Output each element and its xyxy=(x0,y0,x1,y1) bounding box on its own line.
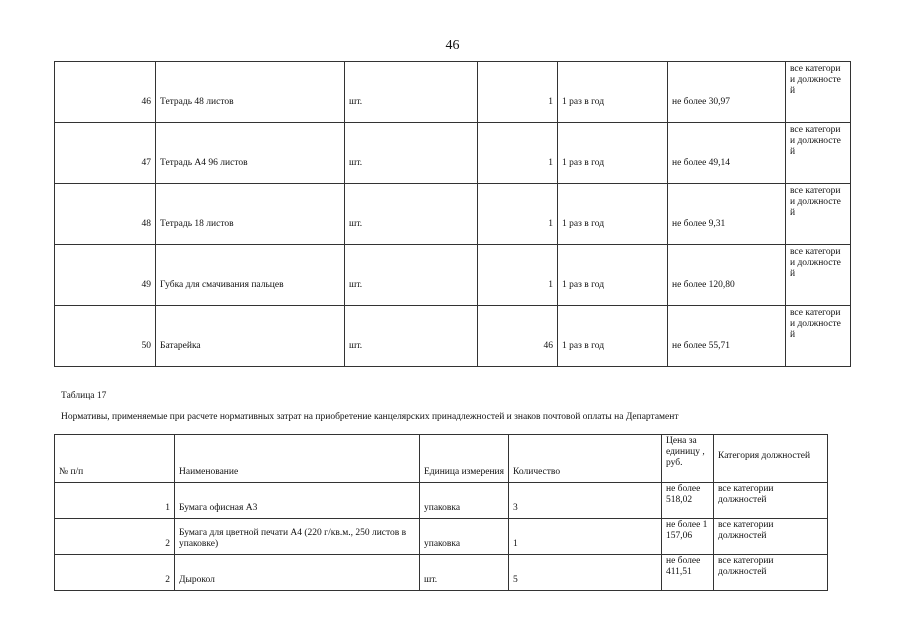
item-frequency: 1 раз в год xyxy=(558,306,668,367)
item-unit: упаковка xyxy=(420,519,509,555)
item-quantity: 1 xyxy=(478,123,558,184)
supplies-norms-table xyxy=(54,434,828,591)
supplies-table-continued xyxy=(54,61,851,367)
item-name: Бумага офисная А3 xyxy=(175,483,420,519)
item-category: все категори и должносте й xyxy=(786,62,851,123)
item-quantity: 1 xyxy=(478,62,558,123)
item-price: не более 120,80 xyxy=(668,245,786,306)
item-price: не более 30,97 xyxy=(668,62,786,123)
table-description: Нормативы, применяемые при расчете нормативных затрат на приобретение канцелярских принадлежностей и знаков почтовой оплаты на Департамент xyxy=(61,412,679,422)
item-quantity: 5 xyxy=(509,555,662,591)
item-category: все категории должностей xyxy=(714,555,828,591)
table-header-row xyxy=(55,435,828,483)
item-name: Тетрадь 48 листов xyxy=(156,62,345,123)
table-row xyxy=(55,519,828,555)
header-num: № п/п xyxy=(55,435,175,483)
item-quantity: 1 xyxy=(478,184,558,245)
item-quantity: 1 xyxy=(478,245,558,306)
item-quantity: 46 xyxy=(478,306,558,367)
item-name: Батарейка xyxy=(156,306,345,367)
item-category: все категории должностей xyxy=(714,483,828,519)
row-number: 2 xyxy=(55,519,175,555)
item-price: не более 411,51 xyxy=(662,555,714,591)
table-caption: Таблица 17 xyxy=(61,391,107,401)
item-name: Губка для смачивания пальцев xyxy=(156,245,345,306)
table-row xyxy=(55,245,851,306)
item-frequency: 1 раз в год xyxy=(558,184,668,245)
page-number: 46 xyxy=(445,38,460,53)
item-unit: шт. xyxy=(345,184,478,245)
item-price: не более 518,02 xyxy=(662,483,714,519)
header-quantity: Количество xyxy=(509,435,662,483)
table-row xyxy=(55,483,828,519)
item-price: не более 1 157,06 xyxy=(662,519,714,555)
item-category: все категори и должносте й xyxy=(786,306,851,367)
table-row xyxy=(55,184,851,245)
item-quantity: 3 xyxy=(509,483,662,519)
header-name: Наименование xyxy=(175,435,420,483)
item-frequency: 1 раз в год xyxy=(558,62,668,123)
row-number: 48 xyxy=(55,184,156,245)
item-name: Бумага для цветной печати А4 (220 г/кв.м., 250 листов в упаковке) xyxy=(175,519,420,555)
item-name: Тетрадь А4 96 листов xyxy=(156,123,345,184)
item-name: Дырокол xyxy=(175,555,420,591)
row-number: 49 xyxy=(55,245,156,306)
row-number: 2 xyxy=(55,555,175,591)
row-number: 1 xyxy=(55,483,175,519)
item-unit: упаковка xyxy=(420,483,509,519)
header-unit: Единица измерения xyxy=(420,435,509,483)
item-frequency: 1 раз в год xyxy=(558,123,668,184)
row-number: 47 xyxy=(55,123,156,184)
item-category: все категории должностей xyxy=(714,519,828,555)
item-quantity: 1 xyxy=(509,519,662,555)
table-row xyxy=(55,555,828,591)
item-unit: шт. xyxy=(420,555,509,591)
table-row xyxy=(55,62,851,123)
item-category: все категори и должносте й xyxy=(786,123,851,184)
table-row xyxy=(55,306,851,367)
item-unit: шт. xyxy=(345,306,478,367)
item-unit: шт. xyxy=(345,62,478,123)
item-frequency: 1 раз в год xyxy=(558,245,668,306)
item-unit: шт. xyxy=(345,123,478,184)
item-unit: шт. xyxy=(345,245,478,306)
item-name: Тетрадь 18 листов xyxy=(156,184,345,245)
row-number: 46 xyxy=(55,62,156,123)
item-price: не более 49,14 xyxy=(668,123,786,184)
header-category: Категория должностей xyxy=(714,435,828,483)
header-price: Цена за единицу , руб. xyxy=(662,435,714,483)
item-category: все категори и должносте й xyxy=(786,184,851,245)
row-number: 50 xyxy=(55,306,156,367)
item-category: все категори и должносте й xyxy=(786,245,851,306)
table-row xyxy=(55,123,851,184)
item-price: не более 55,71 xyxy=(668,306,786,367)
item-price: не более 9,31 xyxy=(668,184,786,245)
